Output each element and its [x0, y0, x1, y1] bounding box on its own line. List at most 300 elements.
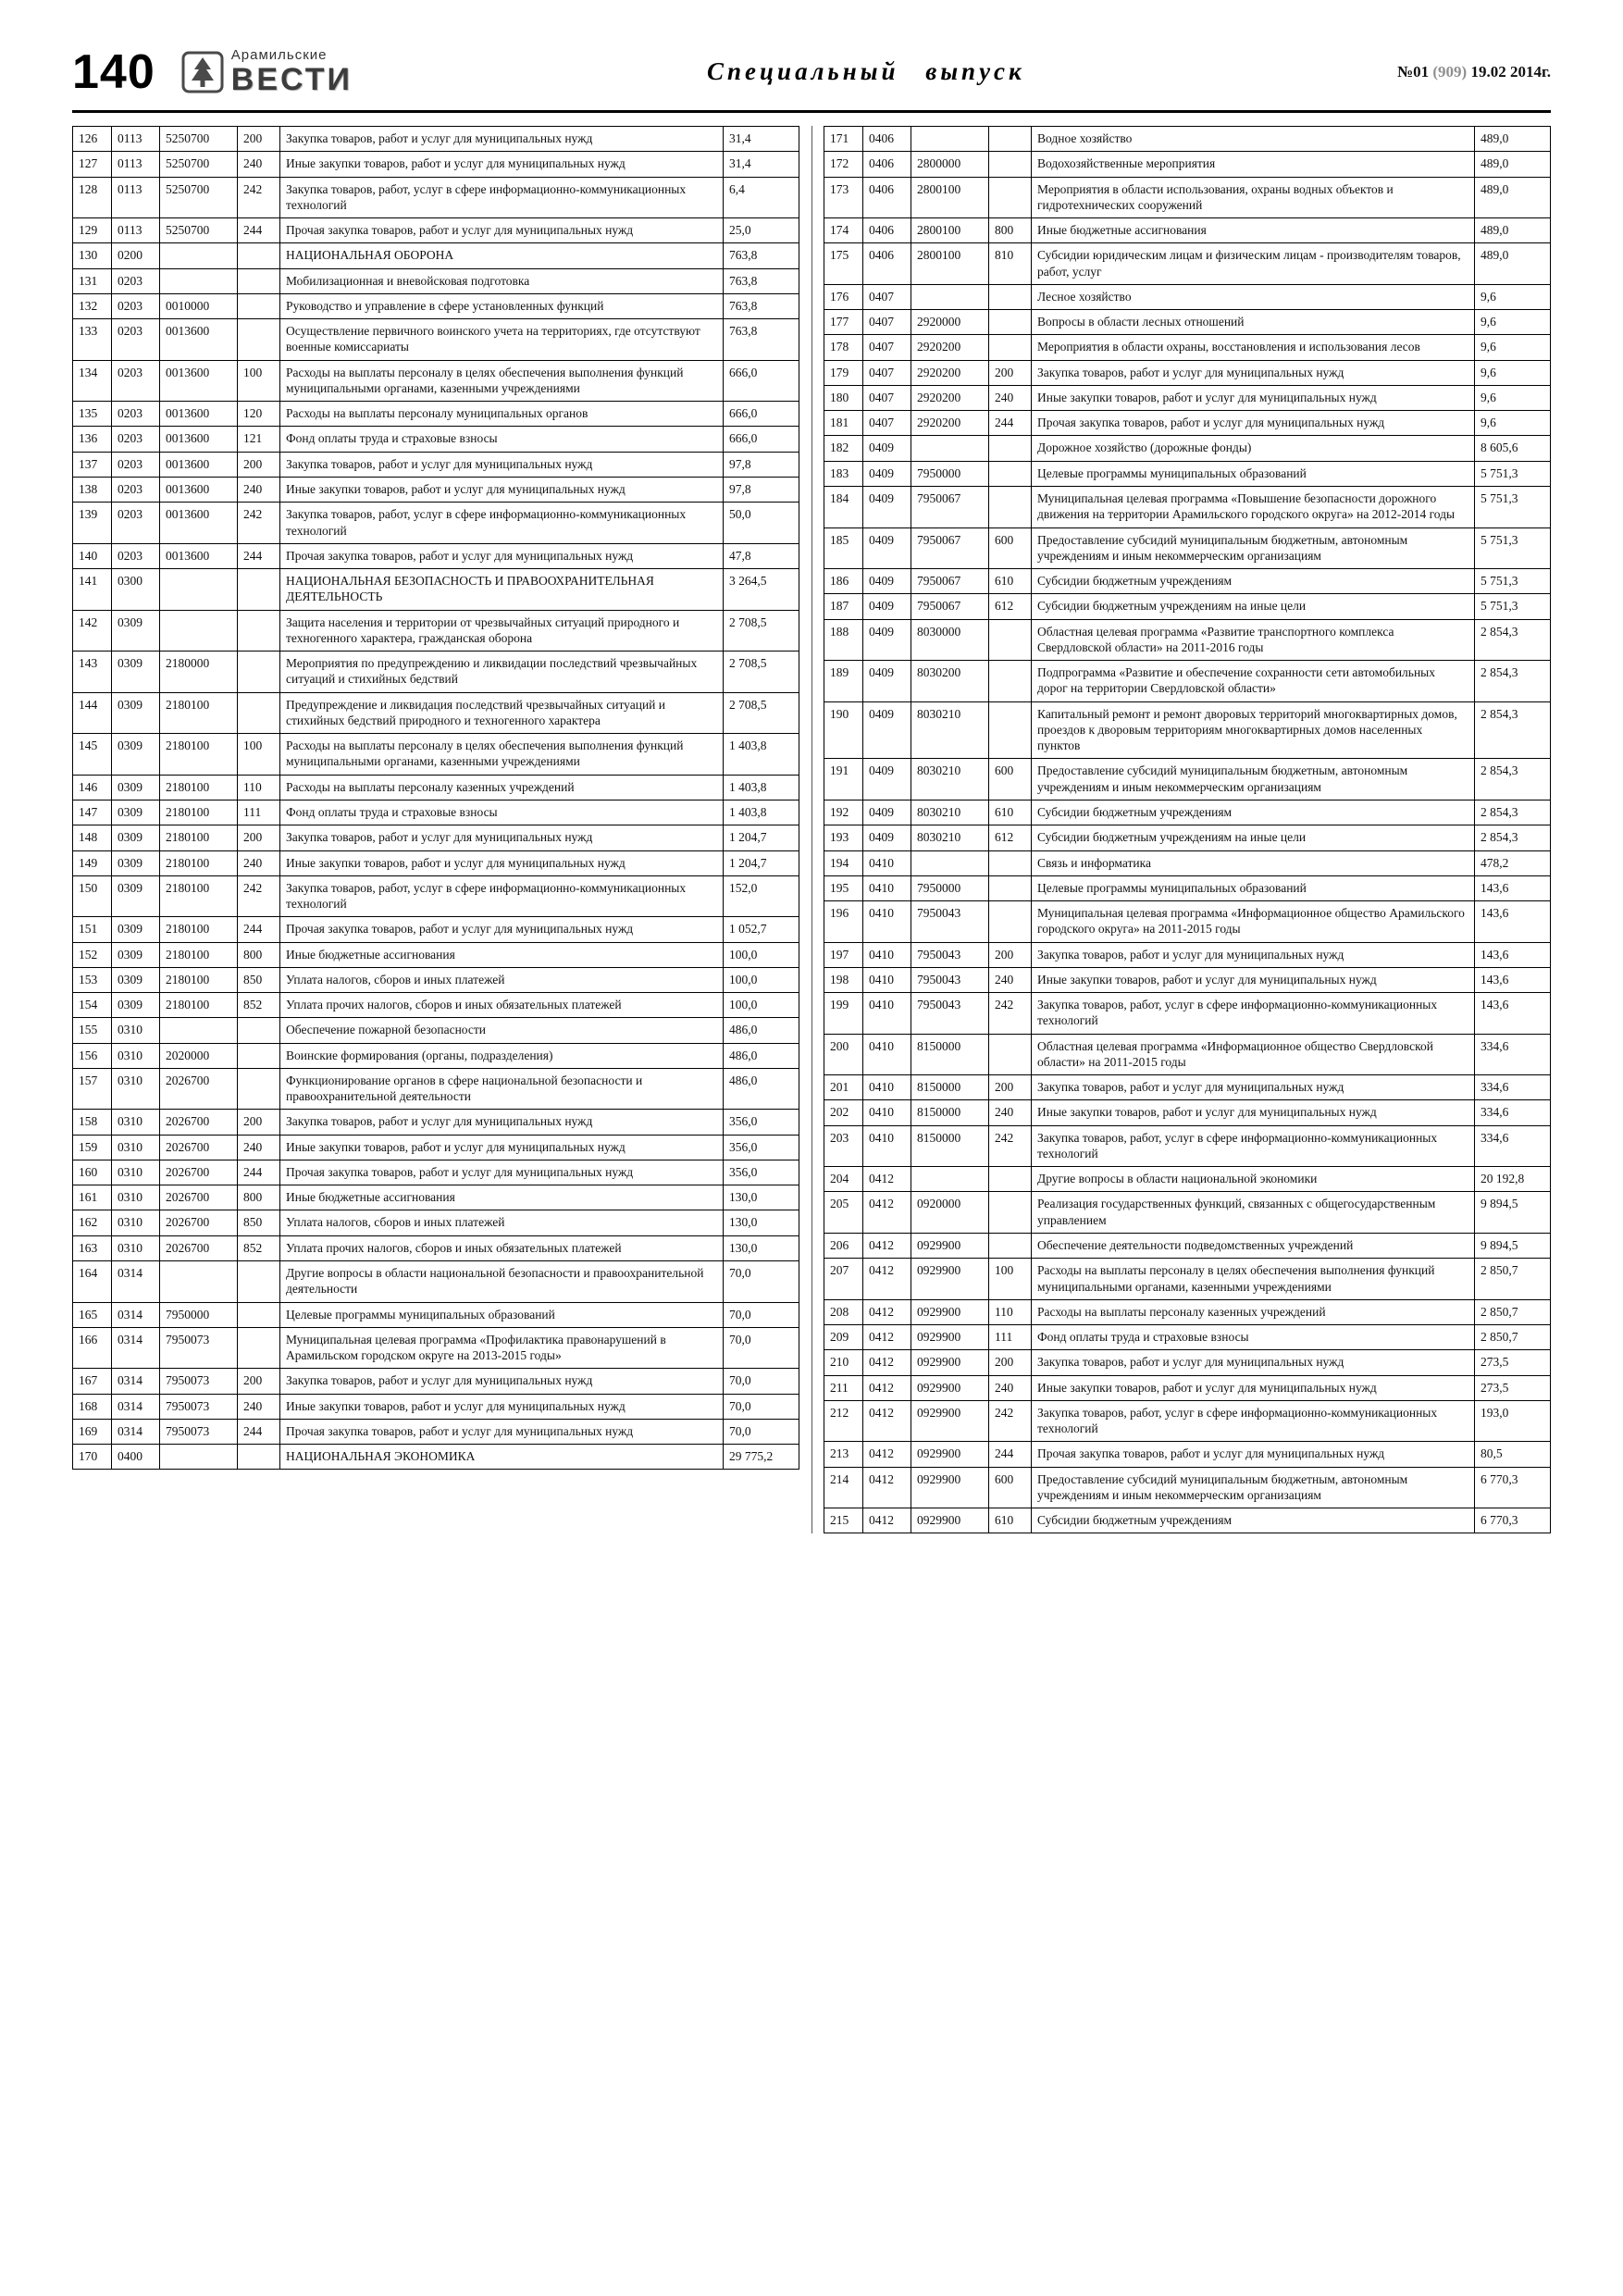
amount-cell: 763,8	[724, 319, 799, 361]
amount-cell: 143,6	[1475, 901, 1551, 943]
description-cell: Мероприятия по предупреждению и ликвидации последствий чрезвычайных ситуаций и стихийных бедствий	[280, 652, 724, 693]
description-cell: Закупка товаров, работ и услуг для муниципальных нужд	[1032, 942, 1475, 967]
description-cell: Закупка товаров, работ, услуг в сфере информационно-коммуникационных технологий	[280, 503, 724, 544]
row-number-cell: 145	[73, 734, 112, 776]
description-cell: Уплата налогов, сборов и иных платежей	[280, 967, 724, 992]
section-code-cell: 0314	[112, 1302, 160, 1327]
expense-type-code-cell: 800	[238, 1185, 280, 1210]
description-cell: Целевые программы муниципальных образований	[280, 1302, 724, 1327]
expense-type-code-cell	[989, 436, 1032, 461]
amount-cell: 9 894,5	[1475, 1234, 1551, 1259]
row-number-cell: 198	[824, 967, 863, 992]
amount-cell: 143,6	[1475, 967, 1551, 992]
amount-cell: 666,0	[724, 427, 799, 452]
target-item-code-cell: 2920200	[911, 335, 989, 360]
description-cell: Субсидии бюджетным учреждениям	[1032, 800, 1475, 825]
expense-type-code-cell: 240	[238, 850, 280, 875]
amount-cell: 5 751,3	[1475, 569, 1551, 594]
row-number-cell: 214	[824, 1467, 863, 1508]
section-code-cell: 0309	[112, 800, 160, 825]
section-code-cell: 0409	[863, 461, 911, 486]
row-number-cell: 132	[73, 293, 112, 318]
expense-type-code-cell: 610	[989, 800, 1032, 825]
section-code-cell: 0412	[863, 1350, 911, 1375]
description-cell: Муниципальная целевая программа «Информационное общество Арамильского городского округа» на 2011-2015 годы	[1032, 901, 1475, 943]
section-code-cell: 0309	[112, 967, 160, 992]
expense-type-code-cell: 244	[238, 218, 280, 243]
description-cell: Уплата прочих налогов, сборов и иных обязательных платежей	[280, 1235, 724, 1260]
row-number-cell: 188	[824, 619, 863, 661]
section-code-cell: 0409	[863, 759, 911, 800]
table-row	[824, 152, 1551, 177]
table-row	[824, 1375, 1551, 1400]
expense-type-code-cell: 610	[989, 569, 1032, 594]
description-cell: Предупреждение и ликвидация последствий чрезвычайных ситуаций и стихийных бедствий природного и техногенного характера	[280, 692, 724, 734]
target-item-code-cell: 8030000	[911, 619, 989, 661]
amount-cell: 70,0	[724, 1302, 799, 1327]
description-cell: Закупка товаров, работ и услуг для муниципальных нужд	[280, 825, 724, 850]
section-code-cell: 0309	[112, 917, 160, 942]
row-number-cell: 149	[73, 850, 112, 875]
description-cell: Прочая закупка товаров, работ и услуг для муниципальных нужд	[1032, 1442, 1475, 1467]
description-cell: Расходы на выплаты персоналу в целях обеспечения выполнения функций муниципальными органами, казенными учреждениями	[280, 734, 724, 776]
target-item-code-cell: 0929900	[911, 1325, 989, 1350]
table-row	[73, 1043, 799, 1068]
table-row	[824, 411, 1551, 436]
expense-type-code-cell: 121	[238, 427, 280, 452]
table-row	[824, 1075, 1551, 1100]
row-number-cell: 203	[824, 1125, 863, 1167]
table-row	[824, 619, 1551, 661]
amount-cell: 143,6	[1475, 993, 1551, 1035]
expense-type-code-cell	[989, 335, 1032, 360]
target-item-code-cell: 7950067	[911, 594, 989, 619]
amount-cell: 130,0	[724, 1185, 799, 1210]
description-cell: Субсидии бюджетным учреждениям	[1032, 569, 1475, 594]
table-row	[824, 527, 1551, 569]
target-item-code-cell: 2180000	[160, 652, 238, 693]
amount-cell: 1 403,8	[724, 800, 799, 825]
target-item-code-cell: 2920200	[911, 385, 989, 410]
expense-type-code-cell: 240	[238, 477, 280, 502]
amount-cell: 29 775,2	[724, 1445, 799, 1470]
expense-type-code-cell	[989, 1234, 1032, 1259]
section-code-cell: 0412	[863, 1192, 911, 1234]
expense-type-code-cell: 200	[989, 1350, 1032, 1375]
description-cell: Целевые программы муниципальных образований	[1032, 461, 1475, 486]
section-code-cell: 0406	[863, 152, 911, 177]
amount-cell: 334,6	[1475, 1034, 1551, 1075]
target-item-code-cell: 2026700	[160, 1110, 238, 1135]
section-code-cell: 0314	[112, 1394, 160, 1419]
expense-type-code-cell: 852	[238, 1235, 280, 1260]
expense-type-code-cell	[989, 127, 1032, 152]
amount-cell: 2 854,3	[1475, 701, 1551, 759]
table-row	[73, 1419, 799, 1444]
table-row	[824, 1442, 1551, 1467]
section-code-cell: 0309	[112, 734, 160, 776]
description-cell: Фонд оплаты труда и страховые взносы	[280, 800, 724, 825]
table-row	[73, 503, 799, 544]
target-item-code-cell: 8150000	[911, 1125, 989, 1167]
table-row	[824, 335, 1551, 360]
description-cell: Прочая закупка товаров, работ и услуг для муниципальных нужд	[280, 1419, 724, 1444]
description-cell: Мобилизационная и вневойсковая подготовка	[280, 268, 724, 293]
amount-cell: 80,5	[1475, 1442, 1551, 1467]
description-cell: Закупка товаров, работ и услуг для муниципальных нужд	[280, 452, 724, 477]
table-row	[73, 427, 799, 452]
description-cell: Муниципальная целевая программа «Профилактика правонарушений в Арамильском городском округе на 2013-2015 годы»	[280, 1327, 724, 1369]
row-number-cell: 143	[73, 652, 112, 693]
table-row	[824, 850, 1551, 875]
table-row	[824, 901, 1551, 943]
row-number-cell: 202	[824, 1100, 863, 1125]
target-item-code-cell: 5250700	[160, 127, 238, 152]
target-item-code-cell: 8030210	[911, 800, 989, 825]
description-cell: Целевые программы муниципальных образований	[1032, 875, 1475, 900]
target-item-code-cell: 7950073	[160, 1394, 238, 1419]
amount-cell: 70,0	[724, 1419, 799, 1444]
row-number-cell: 152	[73, 942, 112, 967]
table-columns	[72, 126, 1551, 1533]
expense-type-code-cell: 240	[989, 1375, 1032, 1400]
expense-type-code-cell: 800	[238, 942, 280, 967]
brand-name-bottom: ВЕСТИ	[230, 62, 353, 97]
row-number-cell: 166	[73, 1327, 112, 1369]
expense-type-code-cell	[989, 461, 1032, 486]
expense-type-code-cell: 600	[989, 527, 1032, 569]
row-number-cell: 175	[824, 243, 863, 285]
target-item-code-cell: 7950067	[911, 486, 989, 527]
description-cell: Расходы на выплаты персоналу казенных учреждений	[1032, 1299, 1475, 1324]
section-code-cell: 0407	[863, 310, 911, 335]
section-code-cell: 0314	[112, 1369, 160, 1394]
section-code-cell: 0310	[112, 1018, 160, 1043]
expense-type-code-cell	[238, 1445, 280, 1470]
row-number-cell: 197	[824, 942, 863, 967]
description-cell: Закупка товаров, работ и услуг для муниципальных нужд	[1032, 1075, 1475, 1100]
target-item-code-cell: 2026700	[160, 1160, 238, 1185]
section-code-cell: 0309	[112, 610, 160, 652]
section-code-cell: 0203	[112, 360, 160, 402]
masthead	[72, 43, 1551, 113]
row-number-cell: 164	[73, 1261, 112, 1303]
section-code-cell: 0412	[863, 1442, 911, 1467]
target-item-code-cell: 2180100	[160, 942, 238, 967]
issue-bracket-number: (909)	[1432, 62, 1468, 81]
section-code-cell: 0407	[863, 284, 911, 309]
target-item-code-cell	[160, 1261, 238, 1303]
amount-cell: 2 850,7	[1475, 1259, 1551, 1300]
row-number-cell: 168	[73, 1394, 112, 1419]
row-number-cell: 205	[824, 1192, 863, 1234]
amount-cell: 334,6	[1475, 1125, 1551, 1167]
row-number-cell: 128	[73, 177, 112, 218]
expense-type-code-cell: 850	[238, 967, 280, 992]
target-item-code-cell	[911, 436, 989, 461]
row-number-cell: 206	[824, 1234, 863, 1259]
expense-type-code-cell	[989, 1192, 1032, 1234]
expense-type-code-cell: 852	[238, 993, 280, 1018]
section-code-cell: 0409	[863, 661, 911, 702]
expense-type-code-cell	[989, 701, 1032, 759]
table-row	[824, 825, 1551, 850]
section-code-cell: 0203	[112, 452, 160, 477]
table-row	[73, 152, 799, 177]
description-cell: Закупка товаров, работ и услуг для муниципальных нужд	[280, 127, 724, 152]
target-item-code-cell: 2800100	[911, 218, 989, 243]
description-cell: Предоставление субсидий муниципальным бюджетным, автономным учреждениям и иным некоммерческим организациям	[1032, 759, 1475, 800]
table-row	[824, 1325, 1551, 1350]
target-item-code-cell: 7950067	[911, 527, 989, 569]
amount-cell: 2 850,7	[1475, 1325, 1551, 1350]
expense-type-code-cell: 800	[989, 218, 1032, 243]
table-row	[73, 1445, 799, 1470]
expense-type-code-cell: 242	[238, 875, 280, 917]
expense-type-code-cell: 244	[238, 1160, 280, 1185]
target-item-code-cell: 5250700	[160, 152, 238, 177]
expense-type-code-cell	[989, 875, 1032, 900]
amount-cell: 25,0	[724, 218, 799, 243]
table-row	[73, 293, 799, 318]
amount-cell: 763,8	[724, 268, 799, 293]
expense-type-code-cell	[989, 152, 1032, 177]
expense-type-code-cell	[989, 284, 1032, 309]
table-row	[73, 1135, 799, 1160]
expense-type-code-cell: 610	[989, 1508, 1032, 1533]
description-cell: Связь и информатика	[1032, 850, 1475, 875]
amount-cell: 489,0	[1475, 218, 1551, 243]
table-row	[73, 1327, 799, 1369]
section-code-cell: 0407	[863, 335, 911, 360]
table-row	[73, 1394, 799, 1419]
section-code-cell: 0412	[863, 1375, 911, 1400]
row-number-cell: 139	[73, 503, 112, 544]
section-code-cell: 0409	[863, 800, 911, 825]
target-item-code-cell: 2920000	[911, 310, 989, 335]
row-number-cell: 179	[824, 360, 863, 385]
description-cell: Расходы на выплаты персоналу в целях обеспечения выполнения функций муниципальными органами, казенными учреждениями	[280, 360, 724, 402]
target-item-code-cell	[160, 610, 238, 652]
amount-cell: 2 708,5	[724, 652, 799, 693]
section-code-cell: 0309	[112, 692, 160, 734]
section-code-cell: 0412	[863, 1299, 911, 1324]
newspaper-logo	[181, 48, 431, 95]
expense-type-code-cell: 110	[989, 1299, 1032, 1324]
expense-type-code-cell: 244	[989, 411, 1032, 436]
row-number-cell: 150	[73, 875, 112, 917]
expense-type-code-cell: 242	[989, 1125, 1032, 1167]
row-number-cell: 163	[73, 1235, 112, 1260]
row-number-cell: 127	[73, 152, 112, 177]
section-code-cell: 0310	[112, 1235, 160, 1260]
expense-type-code-cell: 200	[238, 1369, 280, 1394]
target-item-code-cell: 0929900	[911, 1442, 989, 1467]
expense-type-code-cell: 111	[238, 800, 280, 825]
row-number-cell: 178	[824, 335, 863, 360]
row-number-cell: 144	[73, 692, 112, 734]
row-number-cell: 213	[824, 1442, 863, 1467]
expense-type-code-cell: 850	[238, 1210, 280, 1235]
expense-type-code-cell: 600	[989, 759, 1032, 800]
description-cell: Иные бюджетные ассигнования	[1032, 218, 1475, 243]
amount-cell: 1 403,8	[724, 775, 799, 800]
expense-type-code-cell	[238, 293, 280, 318]
description-cell: Мероприятия в области охраны, восстановления и использования лесов	[1032, 335, 1475, 360]
row-number-cell: 167	[73, 1369, 112, 1394]
description-cell: Субсидии юридическим лицам и физическим лицам - производителям товаров, работ, услуг	[1032, 243, 1475, 285]
target-item-code-cell: 2026700	[160, 1185, 238, 1210]
description-cell: Обеспечение деятельности подведомственных учреждений	[1032, 1234, 1475, 1259]
row-number-cell: 172	[824, 152, 863, 177]
target-item-code-cell: 2180100	[160, 734, 238, 776]
amount-cell: 5 751,3	[1475, 486, 1551, 527]
row-number-cell: 133	[73, 319, 112, 361]
row-number-cell: 169	[73, 1419, 112, 1444]
amount-cell: 50,0	[724, 503, 799, 544]
amount-cell: 9 894,5	[1475, 1192, 1551, 1234]
row-number-cell: 210	[824, 1350, 863, 1375]
section-code-cell: 0410	[863, 875, 911, 900]
amount-cell: 31,4	[724, 127, 799, 152]
description-cell: Расходы на выплаты персоналу муниципальных органов	[280, 402, 724, 427]
amount-cell: 666,0	[724, 402, 799, 427]
target-item-code-cell: 7950000	[911, 461, 989, 486]
row-number-cell: 189	[824, 661, 863, 702]
row-number-cell: 160	[73, 1160, 112, 1185]
target-item-code-cell: 2180100	[160, 800, 238, 825]
table-row	[73, 610, 799, 652]
expense-type-code-cell	[238, 569, 280, 611]
target-item-code-cell: 2180100	[160, 967, 238, 992]
description-cell: Капитальный ремонт и ремонт дворовых территорий многоквартирных домов, проездов к дворовым территориям многоквартирных домов населенных пунктов	[1032, 701, 1475, 759]
expense-type-code-cell: 244	[238, 1419, 280, 1444]
row-number-cell: 137	[73, 452, 112, 477]
description-cell: Уплата прочих налогов, сборов и иных обязательных платежей	[280, 993, 724, 1018]
expense-type-code-cell	[238, 1043, 280, 1068]
description-cell: НАЦИОНАЛЬНАЯ ОБОРОНА	[280, 243, 724, 268]
amount-cell: 489,0	[1475, 152, 1551, 177]
target-item-code-cell: 2800100	[911, 243, 989, 285]
row-number-cell: 165	[73, 1302, 112, 1327]
description-cell: Иные закупки товаров, работ и услуг для муниципальных нужд	[280, 1394, 724, 1419]
description-cell: Областная целевая программа «Развитие транспортного комплекса Свердловской области» на 2011-2016 годы	[1032, 619, 1475, 661]
section-code-cell: 0409	[863, 527, 911, 569]
target-item-code-cell: 2026700	[160, 1135, 238, 1160]
description-cell: Областная целевая программа «Информационное общество Свердловской области» на 2011-2015 годы	[1032, 1034, 1475, 1075]
description-cell: Субсидии бюджетным учреждениям на иные цели	[1032, 825, 1475, 850]
amount-cell: 6 770,3	[1475, 1467, 1551, 1508]
section-code-cell: 0309	[112, 775, 160, 800]
description-cell: Защита населения и территории от чрезвычайных ситуаций природного и техногенного характера, гражданская оборона	[280, 610, 724, 652]
target-item-code-cell: 8150000	[911, 1075, 989, 1100]
expense-type-code-cell: 240	[238, 1394, 280, 1419]
table-row	[73, 127, 799, 152]
expense-type-code-cell: 120	[238, 402, 280, 427]
target-item-code-cell: 2020000	[160, 1043, 238, 1068]
amount-cell: 9,6	[1475, 411, 1551, 436]
budget-table-left-body	[73, 127, 799, 1470]
section-code-cell: 0203	[112, 427, 160, 452]
description-cell: Осуществление первичного воинского учета на территориях, где отсутствуют военные комиссариаты	[280, 319, 724, 361]
amount-cell: 2 854,3	[1475, 825, 1551, 850]
table-row	[73, 775, 799, 800]
row-number-cell: 142	[73, 610, 112, 652]
section-code-cell: 0314	[112, 1261, 160, 1303]
amount-cell: 31,4	[724, 152, 799, 177]
expense-type-code-cell: 111	[989, 1325, 1032, 1350]
amount-cell: 100,0	[724, 967, 799, 992]
expense-type-code-cell: 600	[989, 1467, 1032, 1508]
target-item-code-cell: 2800100	[911, 177, 989, 218]
row-number-cell: 135	[73, 402, 112, 427]
table-row	[73, 477, 799, 502]
amount-cell: 9,6	[1475, 284, 1551, 309]
description-cell: Закупка товаров, работ, услуг в сфере информационно-коммуникационных технологий	[1032, 1400, 1475, 1442]
description-cell: Расходы на выплаты персоналу в целях обеспечения выполнения функций муниципальными органами, казенными учреждениями	[1032, 1259, 1475, 1300]
target-item-code-cell: 8030200	[911, 661, 989, 702]
description-cell: Иные закупки товаров, работ и услуг для муниципальных нужд	[1032, 385, 1475, 410]
expense-type-code-cell: 200	[989, 1075, 1032, 1100]
description-cell: Обеспечение пожарной безопасности	[280, 1018, 724, 1043]
row-number-cell: 204	[824, 1167, 863, 1192]
row-number-cell: 171	[824, 127, 863, 152]
target-item-code-cell: 7950043	[911, 942, 989, 967]
expense-type-code-cell	[989, 1167, 1032, 1192]
expense-type-code-cell: 242	[238, 177, 280, 218]
description-cell: Водохозяйственные мероприятия	[1032, 152, 1475, 177]
target-item-code-cell	[911, 284, 989, 309]
target-item-code-cell	[160, 569, 238, 611]
target-item-code-cell: 7950067	[911, 569, 989, 594]
tree-logo-icon	[181, 51, 224, 93]
table-row	[824, 967, 1551, 992]
section-code-cell: 0412	[863, 1508, 911, 1533]
amount-cell: 2 854,3	[1475, 800, 1551, 825]
description-cell: Функционирование органов в сфере национальной безопасности и правоохранительной деятельности	[280, 1068, 724, 1110]
target-item-code-cell: 2180100	[160, 850, 238, 875]
description-cell: Иные закупки товаров, работ и услуг для муниципальных нужд	[1032, 1375, 1475, 1400]
row-number-cell: 187	[824, 594, 863, 619]
target-item-code-cell: 0920000	[911, 1192, 989, 1234]
section-code-cell: 0409	[863, 701, 911, 759]
description-cell: Закупка товаров, работ и услуг для муниципальных нужд	[1032, 360, 1475, 385]
target-item-code-cell: 0929900	[911, 1299, 989, 1324]
right-column	[824, 126, 1551, 1533]
row-number-cell: 200	[824, 1034, 863, 1075]
row-number-cell: 147	[73, 800, 112, 825]
section-code-cell: 0400	[112, 1445, 160, 1470]
description-cell: Прочая закупка товаров, работ и услуг для муниципальных нужд	[280, 917, 724, 942]
target-item-code-cell: 2180100	[160, 692, 238, 734]
table-row	[73, 452, 799, 477]
section-code-cell: 0203	[112, 477, 160, 502]
amount-cell: 273,5	[1475, 1350, 1551, 1375]
row-number-cell: 190	[824, 701, 863, 759]
section-code-cell: 0310	[112, 1160, 160, 1185]
amount-cell: 143,6	[1475, 942, 1551, 967]
target-item-code-cell: 2920200	[911, 360, 989, 385]
row-number-cell: 130	[73, 243, 112, 268]
description-cell: Закупка товаров, работ, услуг в сфере информационно-коммуникационных технологий	[280, 177, 724, 218]
table-row	[73, 692, 799, 734]
section-code-cell: 0203	[112, 543, 160, 568]
target-item-code-cell: 0929900	[911, 1350, 989, 1375]
row-number-cell: 181	[824, 411, 863, 436]
table-row	[824, 1350, 1551, 1375]
page-number: 140	[72, 44, 155, 99]
target-item-code-cell	[160, 268, 238, 293]
